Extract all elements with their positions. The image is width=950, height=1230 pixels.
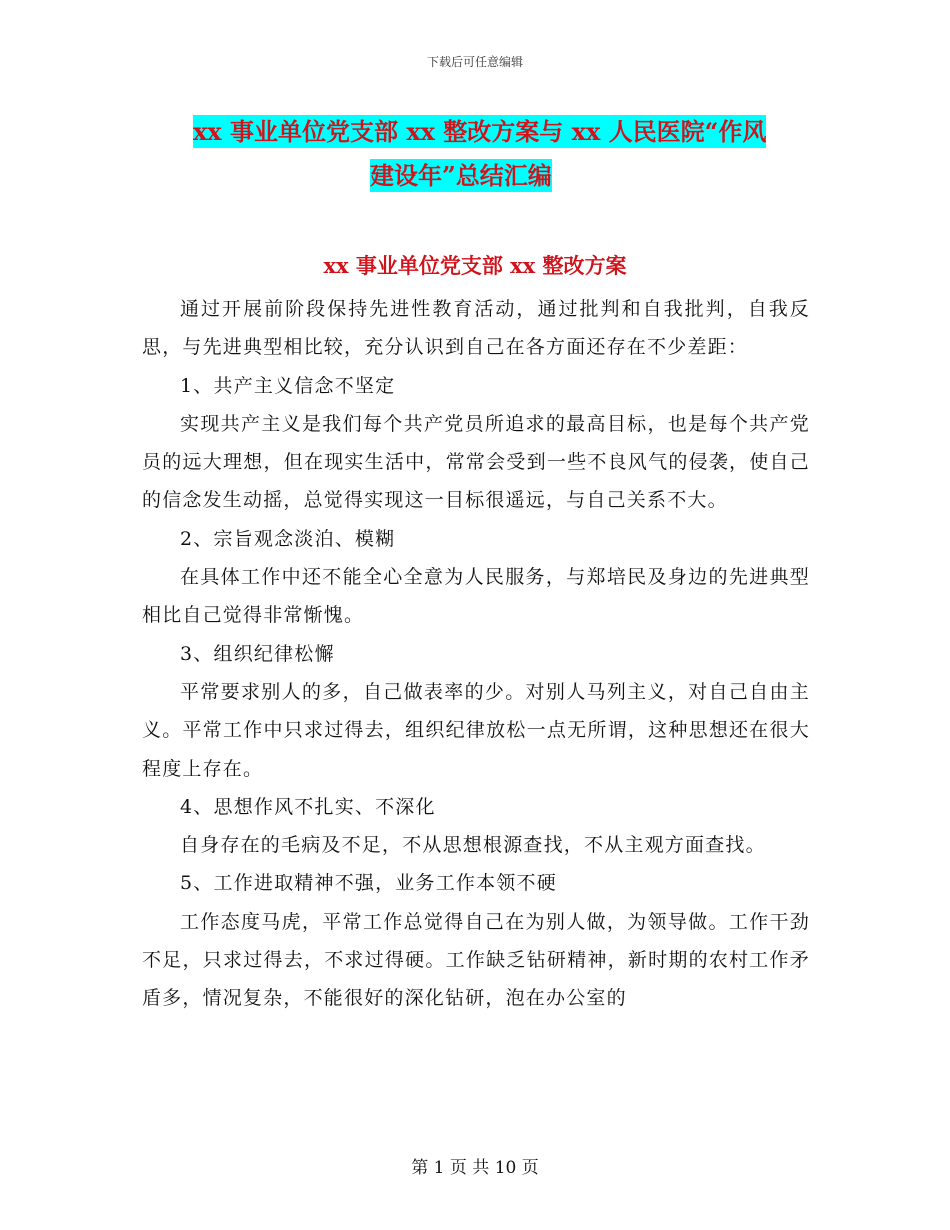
heading-item-5: 5、工作进取精神不强，业务工作本领不硬 bbox=[180, 872, 557, 895]
section-title: xx 事业单位党支部 xx 整改方案 bbox=[323, 253, 627, 278]
document-title bbox=[143, 110, 823, 198]
page-number-footer: 第 1 页 共 10 页 bbox=[411, 1158, 539, 1178]
paragraph-item-2: 在具体工作中还不能全心全意为人民服务，与郑培民及身边的先进典型相比自己觉得非常惭愧。 bbox=[142, 566, 810, 627]
title-line-1: xx 事业单位党支部 xx 整改方案与 xx 人民医院“作风 bbox=[193, 117, 767, 146]
heading-item-4: 4、思想作风不扎实、不深化 bbox=[180, 795, 436, 818]
paragraph-item-3: 平常要求别人的多，自己做表率的少。对别人马列主义，对自己自由主义。平常工作中只求过得去，组织纪律放松一点无所谓，这种思想还在很大程度上存在。 bbox=[142, 680, 810, 780]
header-note: 下载后可任意编辑 bbox=[426, 55, 523, 69]
paragraph-item-4: 自身存在的毛病及不足，不从思想根源查找，不从主观方面查找。 bbox=[180, 834, 766, 857]
paragraph-item-5: 工作态度马虎，平常工作总觉得自己在为别人做，为领导做。工作干劲不足，只求过得去，不求过得硬。工作缺乏钻研精神，新时期的农村工作矛盾多，情况复杂，不能很好的深化钻研，泡在办公室的 bbox=[142, 910, 810, 1010]
heading-item-3: 3、组织纪律松懈 bbox=[180, 642, 335, 665]
heading-item-1: 1、共产主义信念不坚定 bbox=[180, 374, 396, 397]
paragraph-item-1: 实现共产主义是我们每个共产党员所追求的最高目标，也是每个共产党员的远大理想，但在现实生活中，常常会受到一些不良风气的侵袭，使自己的信念发生动摇，总觉得实现这一目标很遥远，与自己关系不大。 bbox=[142, 412, 810, 512]
heading-item-2: 2、宗旨观念淡泊、模糊 bbox=[180, 527, 396, 550]
title-line-2: 建设年”总结汇编 bbox=[370, 161, 552, 190]
document-body bbox=[142, 290, 810, 1018]
paragraph-intro: 通过开展前阶段保持先进性教育活动，通过批判和自我批判，自我反思，与先进典型相比较，充分认识到自己在各方面还存在不少差距： bbox=[142, 298, 810, 359]
